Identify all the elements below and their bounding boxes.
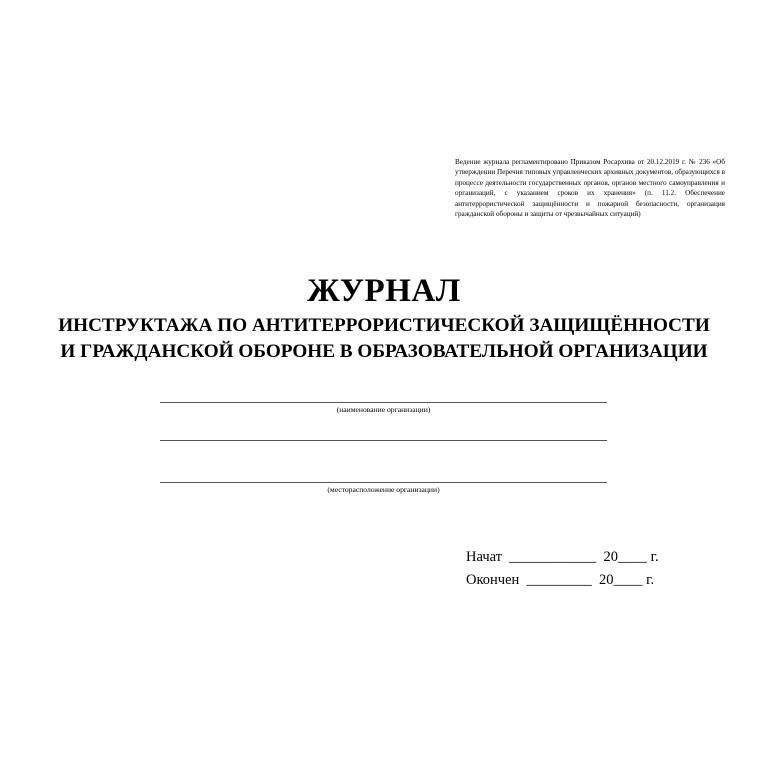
journal-subtitle-line-2: И ГРАЖДАНСКОЙ ОБОРОНЕ В ОБРАЗОВАТЕЛЬНОЙ ОРГАНИЗАЦИИ	[60, 341, 708, 362]
journal-title: ЖУРНАЛ	[307, 273, 461, 309]
org-location-line-2	[160, 482, 607, 483]
started-date-line: Начат ____________ 20____ г.	[466, 549, 659, 565]
org-name-line	[160, 402, 607, 403]
regulation-note: Ведение журнала регламентировано Приказом Росархива от 20.12.2019 г. № 236 «Об утверждении Перечня типовых управленческих архивных документов, образующихся в процессе деятельности государственных органов, органов местного самоуправления и организаций, с указанием сроков их хранения» (п. 11.2. Обеспечение антитеррористической защищённости и пожарной безопасности, организация гражданской обороны и защиты от чрезвычайных ситуаций)	[455, 158, 725, 219]
org-location-caption: (месторасположение организации)	[327, 485, 440, 494]
org-name-caption: (наименование организации)	[336, 405, 431, 414]
journal-subtitle-line-1: ИНСТРУКТАЖА ПО АНТИТЕРРОРИСТИЧЕСКОЙ ЗАЩИЩЁННОСТИ	[58, 315, 710, 336]
org-location-line-1	[160, 440, 607, 441]
finished-date-line: Окончен _________ 20____ г.	[466, 572, 655, 588]
